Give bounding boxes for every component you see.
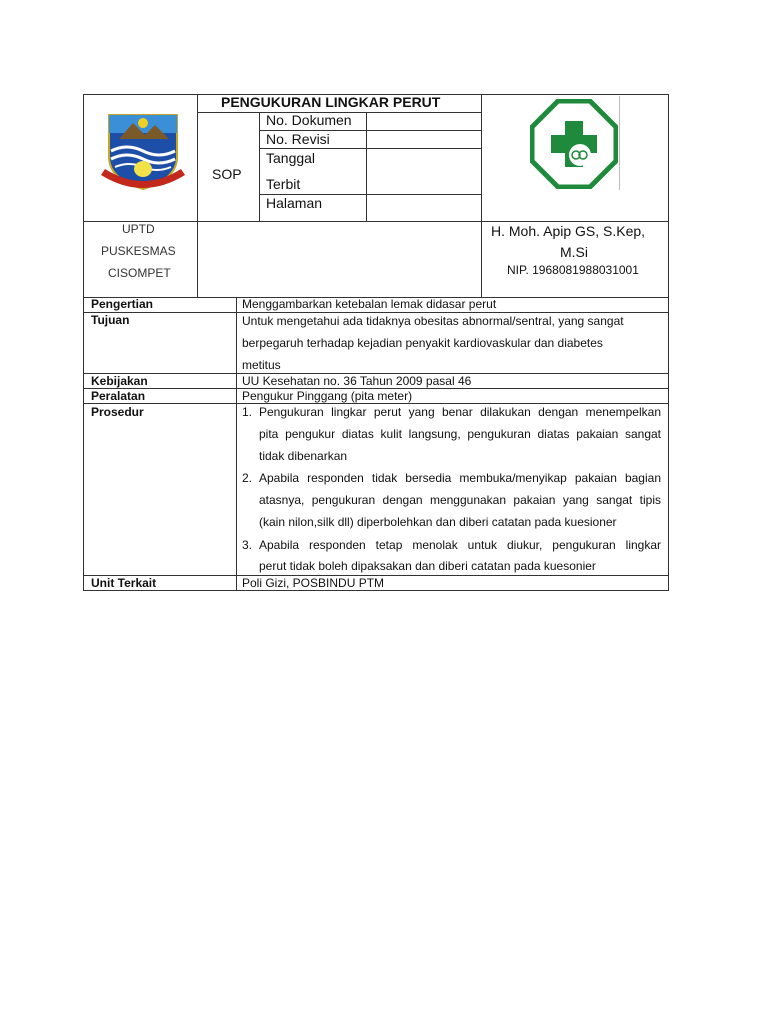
step-line: Pengukuran lingkar perut yang benar dilakukan dengan menempelkan xyxy=(259,405,661,419)
row-label-unit-terkait: Unit Terkait xyxy=(91,576,157,590)
revision-label: No. Revisi xyxy=(266,131,330,147)
row-value-kebijakan: UU Kesehatan no. 36 Tahun 2009 pasal 46 xyxy=(242,374,472,388)
org-line-cisompet: CISOMPET xyxy=(108,266,171,280)
row-value-peralatan: Pengukur Pinggang (pita meter) xyxy=(242,389,413,403)
document-title: PENGUKURAN LINGKAR PERUT xyxy=(221,94,441,110)
step-number: 3. xyxy=(242,538,253,552)
step-line: tidak dibenarkan xyxy=(259,449,348,463)
row-label-kebijakan: Kebijakan xyxy=(91,374,148,388)
sop-label: SOP xyxy=(212,166,242,182)
row-value-tujuan-line: Untuk mengetahui ada tidaknya obesitas abnormal/sentral, yang sangat xyxy=(242,314,624,328)
step-line: (kain nilon,silk dll) diperbolehkan dan diberi catatan pada kuesioner xyxy=(259,515,617,529)
date-label: Tanggal xyxy=(266,150,316,166)
step-number: 1. xyxy=(242,405,253,419)
row-value-unit-terkait: Poli Gizi, POSBINDU PTM xyxy=(242,576,385,590)
row-label-prosedur: Prosedur xyxy=(91,405,144,419)
page-label: Halaman xyxy=(266,195,323,211)
org-line-puskesmas: PUSKESMAS xyxy=(101,244,176,258)
row-label-tujuan: Tujuan xyxy=(91,313,130,327)
regency-crest-logo xyxy=(99,109,187,195)
row-value-tujuan-line: metitus xyxy=(242,358,281,372)
row-value-tujuan-line: berpegaruh terhadap kejadian penyakit kardiovaskular dan diabetes xyxy=(242,336,603,350)
signatory-degree: M.Si xyxy=(560,244,588,260)
step-line: perut tidak boleh dipaksakan dan diberi catatan pada kuesonier xyxy=(259,559,596,573)
step-line: pita pengukur diatas kulit langsung, pengukuran diatas pakaian sangat xyxy=(259,427,661,441)
row-value-pengertian: Menggambarkan ketebalan lemak didasar perut xyxy=(242,297,497,311)
logo-divider xyxy=(619,96,620,190)
step-line: Apabila responden tetap menolak untuk diukur, pengukuran lingkar xyxy=(259,538,661,552)
step-number: 2. xyxy=(242,471,253,485)
signatory-name: H. Moh. Apip GS, S.Kep, xyxy=(491,223,646,239)
step-line: atasnya, pengukuran dengan menggunakan pakaian yang sangat tipis xyxy=(259,493,661,507)
signatory-nip: NIP. 1968081988031001 xyxy=(507,263,639,277)
step-line: Apabila responden tidak bersedia membuka/menyikap pakaian bagian xyxy=(259,471,661,485)
org-line-uptd: UPTD xyxy=(122,222,155,236)
doc-number-label: No. Dokumen xyxy=(266,112,352,128)
issued-label: Terbit xyxy=(266,176,301,192)
row-label-peralatan: Peralatan xyxy=(91,389,146,403)
puskesmas-cross-logo xyxy=(530,99,618,189)
row-label-pengertian: Pengertian xyxy=(91,297,154,311)
